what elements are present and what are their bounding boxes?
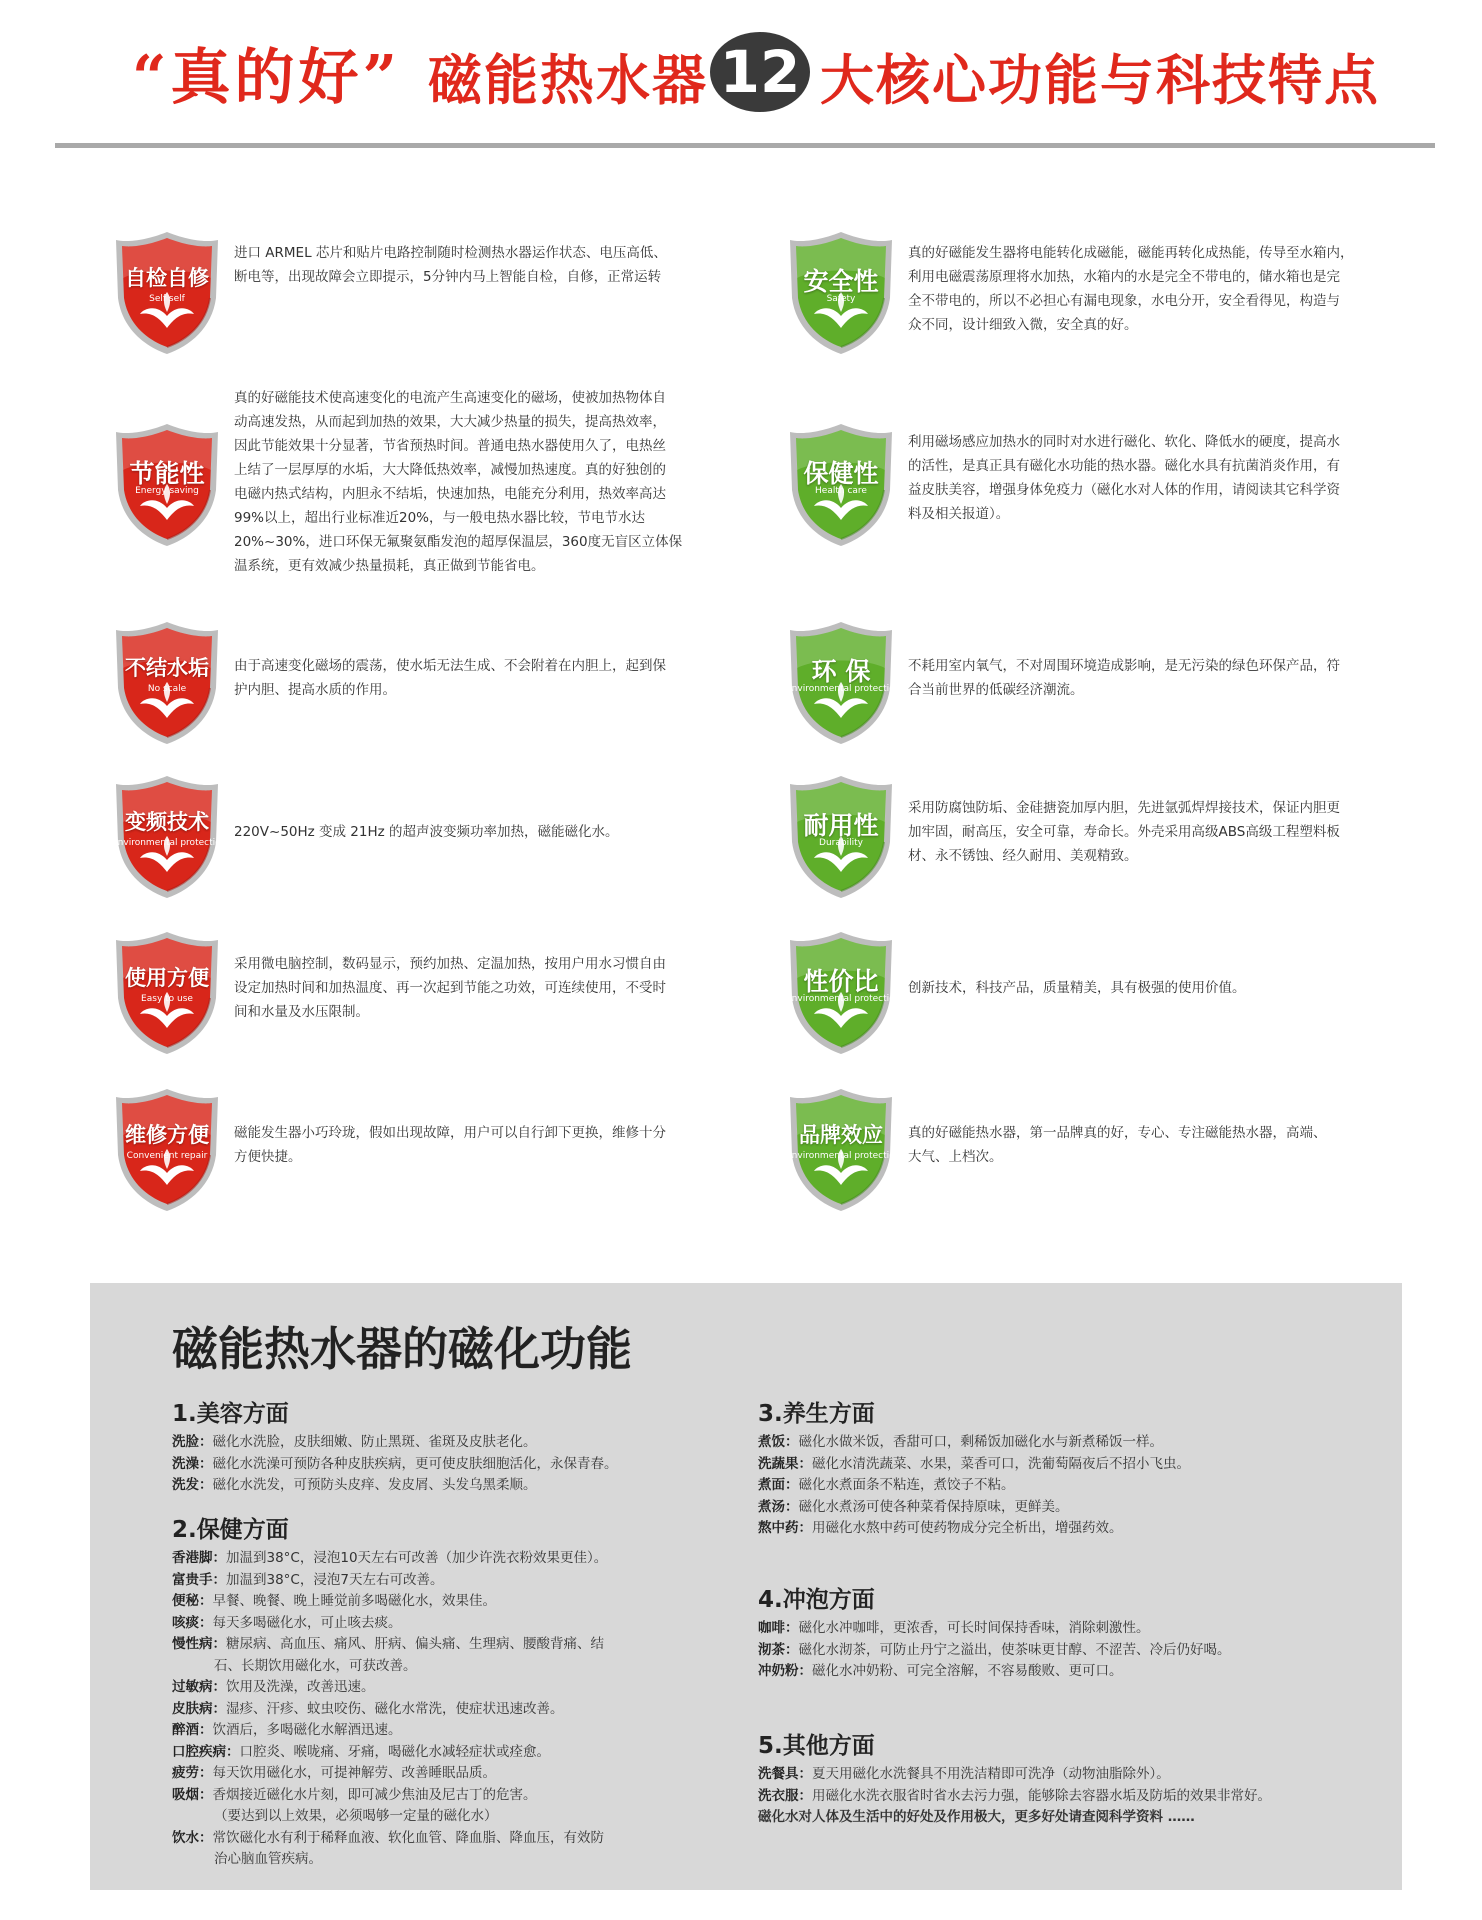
badge-title: 环 保 <box>811 657 871 686</box>
feature-description <box>234 386 682 578</box>
row-label: 咖啡： <box>758 1620 799 1636</box>
description-line: 设定加热时间和加热温度、再一次起到节能之功效，可连续使用，不受时 <box>234 980 666 996</box>
row-label: 冲奶粉： <box>758 1663 812 1679</box>
row-label: 煮汤： <box>758 1498 799 1515</box>
section-row <box>758 1475 1190 1497</box>
row-text: 每天多喝磁化水，可止咳去痰。 <box>212 1614 402 1631</box>
section-brewing <box>758 1581 1231 1683</box>
description-line: 间和水量及水压限制。 <box>234 1004 369 1020</box>
badge-subtitle: Easy to use <box>141 994 193 1004</box>
section-health <box>172 1511 607 1871</box>
description-line: 全不带电的，所以不必担心有漏电现象，水电分开，安全看得见，构造与 <box>908 293 1340 309</box>
section-row <box>172 1763 607 1785</box>
description-line: 采用微电脑控制，数码显示，预约加热、定温加热，按用户用水习惯自由 <box>234 956 666 972</box>
shield-badge-icon <box>112 772 227 900</box>
section-heading: 4.冲泡方面 <box>758 1587 875 1613</box>
section-row <box>758 1661 1231 1683</box>
row-label: 便秘： <box>172 1593 213 1609</box>
badge-subtitle: Durability <box>819 838 863 848</box>
section-row <box>172 1699 607 1721</box>
row-text: 口腔炎、喉咙痛、牙痛，喝磁化水减轻症状或痊愈。 <box>239 1743 550 1760</box>
row-label: 皮肤病： <box>172 1700 226 1717</box>
feature-badge <box>786 928 901 1056</box>
section-heading: 2.保健方面 <box>172 1517 289 1543</box>
row-text: 每天饮用磁化水，可提神解劳、改善睡眠品质。 <box>212 1765 496 1781</box>
section-row <box>172 1656 607 1678</box>
badge-title: 节能性 <box>129 459 205 488</box>
row-label: 洗衣服： <box>758 1787 812 1804</box>
badge-title: 自检自修 <box>125 266 209 290</box>
section-row <box>172 1570 607 1592</box>
section-row <box>172 1432 618 1454</box>
badge-subtitle: Environmental protection <box>786 684 901 694</box>
description-line: 220V~50Hz 变成 21Hz 的超声波变频功率加热，磁能磁化水。 <box>234 824 619 840</box>
section-row <box>172 1591 607 1613</box>
badge-title: 性价比 <box>803 967 879 996</box>
description-line: 合当前世界的低碳经济潮流。 <box>908 682 1084 698</box>
row-label: 慢性病： <box>172 1636 226 1652</box>
section-row <box>758 1454 1190 1476</box>
badge-title: 品牌效应 <box>799 1123 883 1147</box>
section-row <box>172 1720 607 1742</box>
badge-subtitle: Environmental protection <box>112 838 227 848</box>
page-header <box>0 28 1482 113</box>
row-label: 吸烟： <box>172 1786 213 1803</box>
feature-description <box>908 241 1354 337</box>
description-line: 由于高速变化磁场的震荡，使水垢无法生成、不会附着在内胆上，起到保 <box>234 658 666 674</box>
section-row <box>172 1677 607 1699</box>
feature-badge <box>786 1085 901 1213</box>
feature-description <box>234 820 619 844</box>
description-line: 进口 ARMEL 芯片和贴片电路控制随时检测热水器运作状态、电压高低、 <box>234 245 667 261</box>
row-label: 疲劳： <box>172 1765 213 1781</box>
section-row <box>172 1828 607 1850</box>
description-line: 真的好磁能热水器，第一品牌真的好，专心、专注磁能热水器，高端、 <box>908 1125 1327 1141</box>
description-line: 上结了一层厚厚的水垢，大大降低热效率，减慢加热速度。真的好独创的 <box>234 462 666 478</box>
section-heading: 5.其他方面 <box>758 1733 875 1759</box>
row-text: 用磁化水熬中药可使药物成分完全析出，增强药效。 <box>812 1520 1123 1536</box>
shield-badge-icon <box>112 1085 222 1213</box>
badge-title: 使用方便 <box>125 966 209 990</box>
section-row <box>758 1786 1271 1808</box>
feature-description <box>908 976 1246 1000</box>
row-text: 磁化水冲奶粉、可完全溶解，不容易酸败、更可口。 <box>812 1663 1123 1679</box>
row-text: 磁化水洗脸，皮肤细嫩、防止黑斑、雀斑及皮肤老化。 <box>212 1434 537 1450</box>
closing-note: 磁化水对人体及生活中的好处及作用极大，更多好处请查阅科学资料 …… <box>758 1809 1195 1825</box>
description-line: 不耗用室内氧气，不对周围环境造成影响，是无污染的绿色环保产品，符 <box>908 658 1340 674</box>
description-line: 创新技术，科技产品，质量精美，具有极强的使用价值。 <box>908 980 1246 996</box>
description-line: 加牢固，耐高压，安全可靠，寿命长。外壳采用高级ABS高级工程塑料板 <box>908 824 1340 840</box>
badge-title: 不结水垢 <box>125 656 209 680</box>
feature-description <box>234 1121 666 1169</box>
section-row <box>172 1742 607 1764</box>
row-text: 常饮磁化水有利于稀释血液、软化血管、降血脂、降血压，有效防 <box>212 1829 604 1846</box>
description-line: 断电等，出现故障会立即提示，5分钟内马上智能自检，自修，正常运转 <box>234 269 662 285</box>
description-line: 利用磁场感应加热水的同时对水进行磁化、软化、降低水的硬度，提高水 <box>908 434 1340 450</box>
badge-title: 保健性 <box>803 459 879 488</box>
row-text: 磁化水沏茶，可防止丹宁之溢出，使茶味更甘醇、不涩苦、冷后仍好喝。 <box>798 1641 1231 1658</box>
row-text: 饮酒后，多喝磁化水解酒迅速。 <box>212 1722 402 1738</box>
shield-badge-icon <box>112 228 222 356</box>
row-label: 洗蔬果： <box>758 1455 812 1472</box>
section-row <box>172 1475 618 1497</box>
description-line: 料及相关报道）。 <box>908 506 1010 522</box>
description-line: 真的好磁能发生器将电能转化成磁能，磁能再转化成热能，传导至水箱内， <box>908 245 1354 261</box>
section-row <box>758 1497 1190 1519</box>
description-line: 众不同，设计细致入微，安全真的好。 <box>908 317 1138 333</box>
row-text: 用磁化水洗衣服省时省水去污力强，能够除去容器水垢及防垢的效果非常好。 <box>812 1787 1271 1804</box>
feature-description <box>234 952 666 1024</box>
row-label: 洗餐具： <box>758 1766 812 1782</box>
badge-subtitle: Self self <box>149 294 185 304</box>
badge-title: 维修方便 <box>125 1123 209 1147</box>
description-line: 20%~30%，进口环保无氟聚氨酯发泡的超厚保温层，360度无盲区立体保 <box>234 534 683 550</box>
badge-title: 耐用性 <box>803 811 879 840</box>
row-label: 富贵手： <box>172 1571 226 1588</box>
title-quote: “真的好” <box>132 43 402 113</box>
description-line: 电磁内热式结构，内胆永不结垢，快速加热，电能充分利用，热效率高达 <box>234 486 666 502</box>
section-row <box>758 1518 1190 1540</box>
description-line: 磁能发生器小巧玲珑，假如出现故障，用户可以自行卸下更换，维修十分 <box>234 1125 666 1141</box>
badge-subtitle: Environmental protection <box>786 1151 901 1161</box>
feature-badge <box>786 420 896 548</box>
row-text: 早餐、晚餐、晚上睡觉前多喝磁化水，效果佳。 <box>212 1593 496 1609</box>
feature-badge <box>112 772 227 900</box>
row-label: 香港脚： <box>172 1550 226 1566</box>
title-main: 磁能热水器 <box>428 49 708 112</box>
title-number-badge: 12 <box>710 32 810 112</box>
section-row <box>758 1432 1190 1454</box>
description-line: 动高速发热，从而起到加热的效果，大大减少热量的损失，提高热效率， <box>234 414 666 430</box>
section-heading: 3.养生方面 <box>758 1401 875 1427</box>
badge-subtitle: Health care <box>815 486 867 496</box>
row-text: 磁化水洗发，可预防头皮痒、发皮屑、头发乌黑柔顺。 <box>212 1477 537 1493</box>
description-line: 利用电磁震荡原理将水加热，水箱内的水是完全不带电的，储水箱也是完 <box>908 269 1340 285</box>
description-line: 温系统，更有效减少热量损耗，真正做到节能省电。 <box>234 558 545 574</box>
row-label: 饮水： <box>172 1829 213 1846</box>
section-row <box>172 1454 618 1476</box>
row-label: 煮面： <box>758 1477 799 1493</box>
row-text: 加温到38°C，浸泡7天左右可改善。 <box>226 1571 444 1588</box>
row-label: 洗发： <box>172 1477 213 1493</box>
description-line: 的活性，是真正具有磁化水功能的热水器。磁化水具有抗菌消炎作用，有 <box>908 458 1340 474</box>
feature-description <box>908 796 1340 868</box>
panel-title: 磁能热水器的磁化功能 <box>172 1322 632 1376</box>
badge-subtitle: Energy saving <box>135 486 199 496</box>
row-text: 治心脑血管疾病。 <box>214 1851 322 1867</box>
description-line: 方便快捷。 <box>234 1149 302 1165</box>
section-row <box>758 1764 1271 1786</box>
row-text: 湿疹、汗疹、蚊虫咬伤、磁化水常洗，使症状迅速改善。 <box>226 1700 564 1717</box>
section-row <box>172 1849 607 1871</box>
shield-badge-icon <box>112 928 222 1056</box>
shield-badge-icon <box>112 618 222 746</box>
section-row <box>172 1634 607 1656</box>
row-label: 熬中药： <box>758 1520 812 1536</box>
magnetization-panel <box>90 1283 1402 1890</box>
row-label: 过敏病： <box>172 1679 226 1695</box>
description-line: 真的好磁能技术使高速变化的电流产生高速变化的磁场，使被加热物体自 <box>234 390 666 406</box>
row-text: 夏天用磁化水洗餐具不用洗洁精即可洗净（动物油脂除外）。 <box>812 1766 1170 1782</box>
badge-subtitle: No scale <box>147 684 187 694</box>
feature-description <box>908 654 1340 702</box>
title-rest: 大核心功能与科技特点 <box>820 49 1380 112</box>
feature-description <box>234 654 666 702</box>
row-label: 煮饭： <box>758 1434 799 1450</box>
feature-description <box>908 1121 1327 1169</box>
badge-subtitle: Convenient repair <box>126 1151 208 1161</box>
shield-badge-icon <box>786 1085 901 1213</box>
description-line: 材、永不锈蚀、经久耐用、美观精致。 <box>908 848 1138 864</box>
section-beauty <box>172 1395 618 1497</box>
section-row <box>172 1613 607 1635</box>
description-line: 益皮肤美容，增强身体免疫力（磁化水对人体的作用，请阅读其它科学资 <box>908 482 1340 498</box>
header-divider <box>55 143 1435 148</box>
description-line: 护内胆、提高水质的作用。 <box>234 682 396 698</box>
description-line: 因此节能效果十分显著，节省预热时间。普通电热水器使用久了，电热丝 <box>234 438 666 454</box>
section-row <box>172 1806 607 1828</box>
row-text: 饮用及洗澡，改善迅速。 <box>226 1679 375 1695</box>
description-line: 99%以上，超出行业标准近20%，与一般电热水器比较，节电节水达 <box>234 510 646 526</box>
section-row <box>758 1640 1231 1662</box>
badge-subtitle: Safety <box>826 294 856 304</box>
row-text: 磁化水煮汤可使各种菜肴保持原味，更鲜美。 <box>798 1498 1069 1515</box>
feature-badge <box>786 618 901 746</box>
badge-title: 安全性 <box>803 267 879 296</box>
section-row <box>172 1548 607 1570</box>
row-text: 磁化水洗澡可预防各种皮肤疾病，更可使皮肤细胞活化，永保青春。 <box>212 1455 618 1472</box>
row-text: 磁化水煮面条不粘连，煮饺子不粘。 <box>798 1477 1015 1493</box>
feature-description <box>234 241 667 289</box>
row-text: 糖尿病、高血压、痛风、肝病、偏头痛、生理病、腰酸背痛、结 <box>226 1636 604 1652</box>
feature-badge <box>112 618 222 746</box>
section-heading: 1.美容方面 <box>172 1401 289 1427</box>
feature-badge <box>112 928 222 1056</box>
row-label: 沏茶： <box>758 1641 799 1658</box>
feature-badge <box>786 772 896 900</box>
row-label: 咳痰： <box>172 1614 213 1631</box>
row-text: 磁化水清洗蔬菜、水果，菜香可口，洗葡萄隔夜后不招小飞虫。 <box>812 1455 1190 1472</box>
section-wellness <box>758 1395 1190 1540</box>
row-text: 石、长期饮用磁化水，可获改善。 <box>214 1657 417 1674</box>
description-line: 采用防腐蚀防垢、金硅搪瓷加厚内胆，先进氩弧焊焊接技术，保证内胆更 <box>908 800 1340 816</box>
badge-title: 变频技术 <box>125 810 209 834</box>
feature-badge <box>112 420 222 548</box>
badge-subtitle: Environmental protection <box>786 994 901 1004</box>
feature-badge <box>112 1085 222 1213</box>
row-label: 洗脸： <box>172 1434 213 1450</box>
section-row <box>758 1618 1231 1640</box>
row-label: 醉酒： <box>172 1722 213 1738</box>
section-row <box>172 1785 607 1807</box>
row-text: 磁化水做米饭，香甜可口，剩稀饭加磁化水与新煮稀饭一样。 <box>798 1434 1163 1450</box>
description-line: 大气、上档次。 <box>908 1149 1003 1165</box>
row-label: 洗澡： <box>172 1455 213 1472</box>
row-text: 香烟接近磁化水片刻，即可减少焦油及尼古丁的危害。 <box>212 1786 537 1803</box>
section-other <box>758 1727 1271 1829</box>
feature-badge <box>786 228 896 356</box>
row-text: 加温到38°C，浸泡10天左右可改善（加少许洗衣粉效果更佳）。 <box>226 1550 608 1566</box>
row-text: （要达到以上效果，必须喝够一定量的磁化水） <box>214 1808 498 1824</box>
feature-description <box>908 430 1340 526</box>
feature-badge <box>112 228 222 356</box>
row-label: 口腔疾病： <box>172 1743 240 1760</box>
row-text: 磁化水冲咖啡，更浓香，可长时间保持香味，消除刺激性。 <box>798 1620 1150 1636</box>
